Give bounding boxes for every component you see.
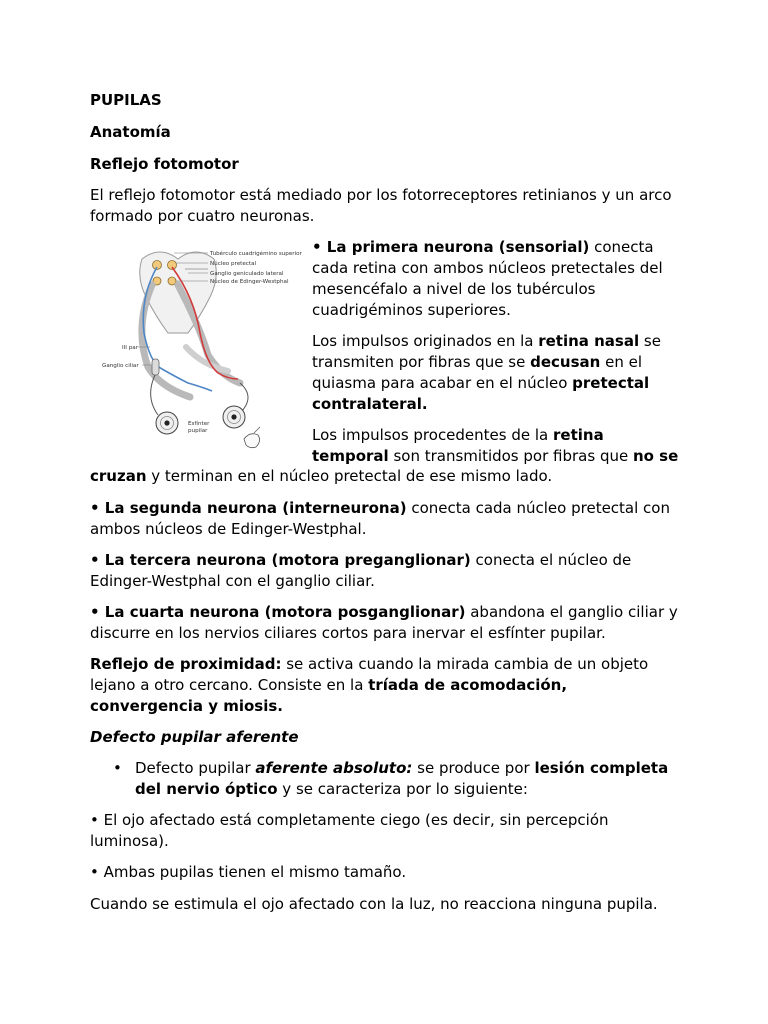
temporal-bold-2: no se cruzan [90, 446, 679, 486]
paragraph-no-reaction: Cuando se estimula el ojo afectado con la luz, no reacciona ninguna pupila. [90, 894, 658, 913]
nasal-bold-3: pretectal contralateral. [312, 373, 650, 413]
temporal-text-3: y terminan en el núcleo pretectal de ese mismo lado. [146, 467, 553, 486]
second-neuron-bold: • La segunda neurona (interneurona) [90, 498, 407, 517]
list-item [90, 758, 680, 800]
temporal-text-1: Los impulsos procedentes de la [312, 425, 554, 444]
label-iii-par: III par [122, 345, 139, 352]
second-neuron-text: conecta cada núcleo pretectal con ambos núcleos de Edinger-Westphal. [90, 498, 670, 538]
fourth-neuron-bold: • La cuarta neurona (motora posganglionar) [90, 602, 466, 621]
nasal-text-1: Los impulsos originados en la [312, 332, 539, 351]
label-esfinter: Esfínter [188, 421, 210, 428]
item-text-1: Defecto pupilar [135, 759, 256, 778]
paragraph-proximity-reflex [90, 654, 680, 716]
nasal-text-3: en el quiasma para acabar en el núcleo [312, 352, 642, 392]
nasal-bold-2: decusan [530, 352, 601, 371]
label-nucleo-pretectal: Núcleo pretectal [210, 261, 257, 268]
ciliary-ganglion [152, 359, 159, 375]
proximity-bold-2: tríada de acomodación, convergencia y miosis. [90, 675, 568, 715]
first-neuron-text: conecta cada retina con ambos núcleos pretectales del mesencéfalo a nivel de los tubérculos cuadrigéminos superiores. [312, 238, 663, 319]
pupillary-reflex-diagram [90, 237, 304, 455]
label-ganglio-geniculado: Ganglio geniculado lateral [210, 271, 284, 278]
first-neuron-bold: • La primera neurona (sensorial) [312, 238, 590, 257]
bullet-glyph: • [113, 759, 122, 778]
defecto-heading: Defecto pupilar aferente [90, 727, 299, 746]
item-text-3: y se caracteriza por lo siguiente: [277, 780, 528, 799]
doc-title: PUPILAS [90, 91, 162, 109]
paragraph-third-neuron [90, 550, 680, 592]
temporal-text-2: son transmitidos por fibras que [388, 446, 633, 465]
label-pupilar: pupilar [188, 428, 208, 435]
light-source-icon [244, 434, 260, 448]
fourth-neuron-text: abandona el ganglio ciliar y discurre en los nervios ciliares cortos para inervar el esfínter pupilar. [90, 602, 678, 642]
nasal-text-2: se transmiten por fibras que se [312, 332, 661, 371]
left-pupil [164, 421, 169, 426]
diagram-svg [90, 237, 304, 455]
label-nucleo-ew: Núcleo de Edinger-Westphal [210, 279, 289, 286]
subsection-heading: Reflejo fotomotor [90, 154, 239, 173]
paragraph-fourth-neuron [90, 602, 680, 644]
item-bold-italic: aferente absoluto: [255, 759, 413, 778]
label-tuberculo: Tubérculo cuadrigémino superior [210, 251, 302, 258]
proximity-text-1: se activa cuando la mirada cambia de un objeto lejano a otro cercano. Consiste en la [90, 655, 649, 694]
paragraph-second-neuron [90, 498, 680, 540]
right-pupil [231, 415, 236, 420]
nasal-bold-1: retina nasal [538, 332, 640, 351]
paragraph-pupil-size: • Ambas pupilas tienen el mismo tamaño. [90, 863, 407, 882]
light-ray [254, 427, 260, 433]
temporal-bold-1: retina temporal [312, 425, 604, 465]
item-text-2: se produce por [412, 759, 535, 778]
document-page [90, 90, 680, 925]
label-ganglio-ciliar: Ganglio ciliar [102, 363, 139, 370]
proximity-bold-1: Reflejo de proximidad: [90, 655, 282, 674]
item-bold: lesión completa del nervio óptico [135, 759, 669, 799]
section-heading: Anatomía [90, 122, 171, 141]
third-neuron-bold: • La tercera neurona (motora preganglionar) [90, 550, 471, 569]
intro-paragraph: El reflejo fotomotor está mediado por los fotorreceptores retinianos y un arco formado por cuatro neuronas. [90, 186, 672, 226]
defect-list [90, 758, 680, 800]
paragraph-affected-eye: • El ojo afectado está completamente ciego (es decir, sin percepción luminosa). [90, 811, 609, 851]
third-neuron-text: conecta el núcleo de Edinger-Westphal con el ganglio ciliar. [90, 550, 632, 590]
